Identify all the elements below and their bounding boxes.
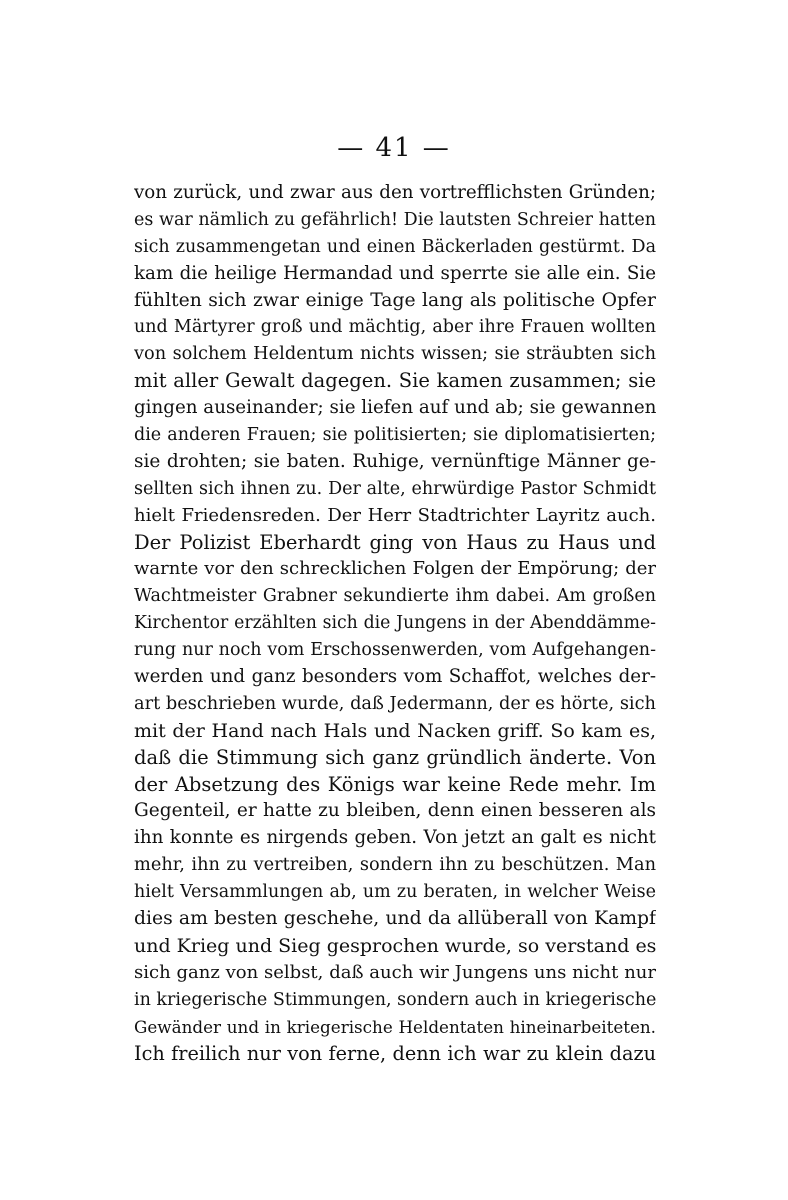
text-line: dies am besten geschehe, und da allüberall von Kampf bbox=[134, 908, 656, 930]
text-line: daß die Stimmung sich ganz gründlich änderte. Von bbox=[134, 745, 656, 769]
text-line: Wachtmeister Grabner sekundierte ihm dabei. Am großen bbox=[134, 586, 656, 607]
text-line: es war nämlich zu gefährlich! Die lautsten Schreier hatten bbox=[134, 209, 656, 230]
text-line: gingen auseinander; sie liefen auf und ab; sie gewannen bbox=[134, 397, 656, 419]
text-line: kam die heilige Hermandad und sperrte sie alle ein. Sie bbox=[134, 262, 656, 284]
text-line: und Krieg und Sieg gesprochen wurde, so verstand es bbox=[134, 934, 656, 957]
text-line: ihn konnte es nirgends geben. Von jetzt an galt es nicht bbox=[134, 827, 656, 849]
text-line: Gegenteil, er hatte zu bleiben, denn einen besseren als bbox=[134, 800, 656, 822]
text-line: warnte vor den schrecklichen Folgen der Empörung; der bbox=[134, 558, 656, 580]
text-line: mit der Hand nach Hals und Nacken griff. So kam es, bbox=[134, 719, 656, 742]
text-line: hielt Versammlungen ab, um zu beraten, in welcher Weise bbox=[134, 882, 656, 903]
text-line: sellten sich ihnen zu. Der alte, ehrwürdige Pastor Schmidt bbox=[134, 478, 656, 499]
text-line: Gewänder und in kriegerische Heldentaten hineinarbeiteten. bbox=[134, 1016, 656, 1037]
text-line: von zurück, und zwar aus den vortrefflichsten Gründen; bbox=[134, 182, 656, 203]
text-line: rung nur noch vom Erschossenwerden, vom Aufgehangen- bbox=[134, 640, 656, 661]
text-line: mehr, ihn zu vertreiben, sondern ihn zu beschützen. Man bbox=[134, 855, 656, 876]
text-line: fühlten sich zwar einige Tage lang als politische Opfer bbox=[134, 289, 656, 311]
text-line: Kirchentor erzählten sich die Jungens in der Abenddämme- bbox=[134, 613, 656, 634]
text-line: und Märtyrer groß und mächtig, aber ihre Frauen wollten bbox=[134, 317, 656, 338]
body-text bbox=[134, 180, 656, 1067]
text-line: Ich freilich nur von ferne, denn ich war zu klein dazu bbox=[134, 1041, 656, 1065]
text-line: Der Polizist Eberhardt ging von Haus zu Haus und bbox=[134, 530, 656, 554]
text-line: der Absetzung des Königs war keine Rede mehr. Im bbox=[134, 772, 656, 796]
text-line: in kriegerische Stimmungen, sondern auch in kriegerische bbox=[134, 989, 656, 1010]
text-line: sie drohten; sie baten. Ruhige, vernünftige Männer ge- bbox=[134, 450, 656, 472]
text-line: von solchem Heldentum nichts wissen; sie sträubten sich bbox=[134, 344, 656, 365]
text-line: die anderen Frauen; sie politisierten; sie diplomatisierten; bbox=[134, 425, 656, 446]
page-number: — 41 — bbox=[337, 133, 451, 163]
text-line: art beschrieben wurde, daß Jedermann, der es hörte, sich bbox=[134, 693, 656, 714]
text-line: werden und ganz besonders vom Schaffot, welches der- bbox=[134, 666, 656, 688]
text-line: sich ganz von selbst, daß auch wir Jungens uns nicht nur bbox=[134, 961, 656, 983]
text-line: sich zusammengetan und einen Bäckerladen gestürmt. Da bbox=[134, 236, 656, 257]
text-line: hielt Friedensreden. Der Herr Stadtrichter Layritz auch. bbox=[134, 504, 656, 526]
text-line: mit aller Gewalt dagegen. Sie kamen zusammen; sie bbox=[134, 369, 656, 393]
